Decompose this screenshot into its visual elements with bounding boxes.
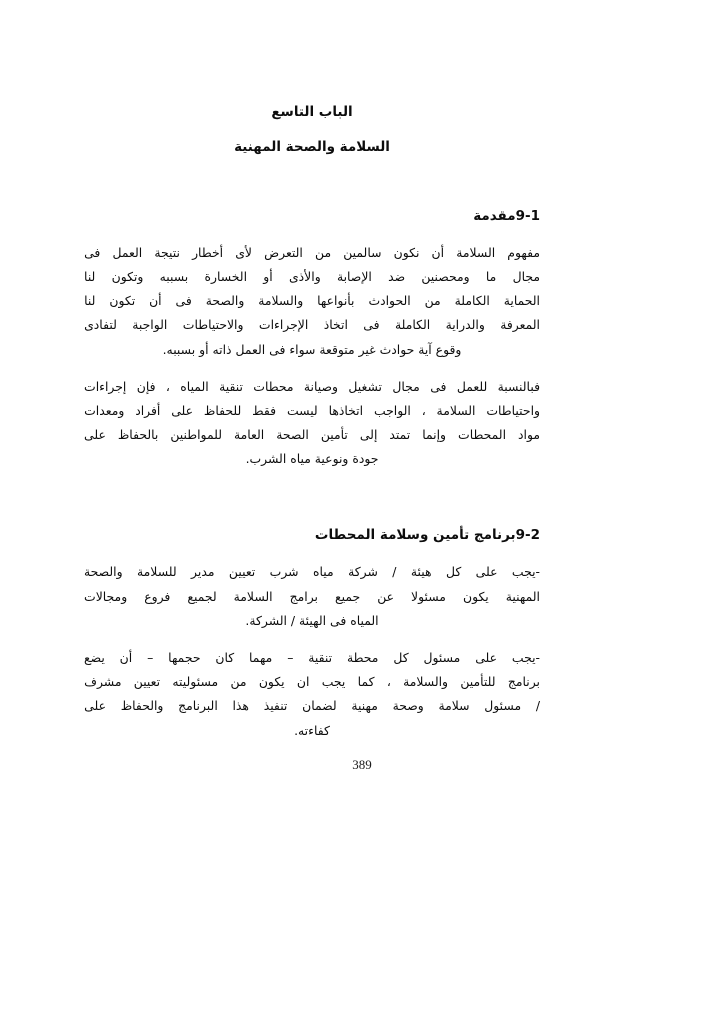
chapter-title: السلامة والصحة المهنية xyxy=(234,138,390,155)
text-word: محطات xyxy=(253,378,294,394)
text-word: مهنية xyxy=(351,698,378,714)
text-word: ، xyxy=(165,378,170,394)
text-word: أن xyxy=(119,650,133,665)
text-word: ان xyxy=(296,674,310,690)
paragraph-2-2 xyxy=(84,646,540,743)
text-word: هيئة xyxy=(410,564,432,580)
text-word: ومجالات xyxy=(84,588,128,604)
text-word: جميع xyxy=(335,588,361,604)
text-word: تكون xyxy=(109,293,136,309)
text-word: كان xyxy=(215,650,235,665)
paragraph-1-1 xyxy=(84,241,540,362)
text-word: الإصابة xyxy=(336,268,372,284)
text-line: وقوع آية حوادث غير متوقعة سواء فى العمل ذاته أو بسببه. xyxy=(162,341,462,357)
text-word: شرب xyxy=(269,564,299,580)
text-word: إجراءات xyxy=(84,378,127,394)
text-word: بأنواعها xyxy=(317,293,355,309)
text-word: – xyxy=(147,650,154,665)
text-word: للحفاظ xyxy=(203,402,242,418)
text-word: تعيين xyxy=(133,674,161,690)
text-word: أخطار xyxy=(192,244,224,260)
text-word: والحفاظ xyxy=(120,698,164,714)
text-word: محطة xyxy=(346,650,379,665)
text-line xyxy=(84,670,540,694)
text-word: فى xyxy=(175,293,192,309)
text-word: مهما xyxy=(249,650,273,665)
paragraph-1-2 xyxy=(84,375,540,472)
text-word: التعرض xyxy=(264,244,303,260)
section-heading-1: 9-1مقدمة xyxy=(473,207,540,224)
text-word: من xyxy=(424,293,441,309)
text-word: تشغيل xyxy=(348,378,383,394)
text-word: الواجبة xyxy=(132,317,168,333)
text-word: ومحصنين xyxy=(421,268,470,284)
text-line xyxy=(84,375,540,399)
text-line xyxy=(84,399,540,423)
text-word: لتفادى xyxy=(84,317,117,333)
text-word: اتخاذها xyxy=(328,402,364,418)
text-word: تنقية xyxy=(219,378,243,394)
text-word: والسلامة xyxy=(258,293,304,309)
text-word: هذا xyxy=(232,698,249,714)
text-word: للعمل xyxy=(456,378,488,394)
text-word: / xyxy=(535,698,540,714)
text-word: السلامة xyxy=(436,402,476,418)
text-word: والأذى xyxy=(288,268,321,284)
text-word: مشرف xyxy=(84,674,122,690)
text-word: العامة xyxy=(233,427,265,443)
text-word: من xyxy=(315,244,332,260)
text-word: الإجراءات xyxy=(258,317,309,333)
text-word: وصحة xyxy=(392,698,424,714)
text-word: – xyxy=(287,650,294,665)
text-word: على xyxy=(84,698,106,714)
text-line: المياه فى الهيئة / الشركة. xyxy=(245,612,379,628)
text-word: ضد xyxy=(388,268,406,284)
text-word: تأمين xyxy=(320,427,348,443)
text-word: وصيانة xyxy=(303,378,339,394)
text-word: على xyxy=(475,564,498,580)
text-word: سالمين xyxy=(343,244,382,260)
text-word: برامج xyxy=(289,588,318,604)
text-word: يكون xyxy=(258,674,285,690)
text-word: فى xyxy=(363,317,380,333)
text-word: المعرفة xyxy=(500,317,540,333)
text-line xyxy=(84,241,540,265)
text-word: فى xyxy=(84,244,101,260)
text-word: نتيجة xyxy=(154,244,180,260)
text-word: تنفيذ xyxy=(263,698,288,714)
text-word: البرنامج xyxy=(178,698,218,714)
text-word: كل xyxy=(445,564,462,580)
text-word: اتخاذ xyxy=(323,317,348,333)
text-word: والصحة xyxy=(84,564,123,580)
text-word: السلامة xyxy=(233,588,273,604)
text-word: وتكون xyxy=(111,268,144,284)
text-line: كفاءته. xyxy=(294,722,330,738)
text-word: لنا xyxy=(84,268,96,284)
text-word: أن xyxy=(431,244,445,260)
text-word: مسئول xyxy=(484,698,522,714)
text-word: مدير xyxy=(191,564,215,580)
text-word: للتأمين xyxy=(460,674,496,690)
text-word: السلامة xyxy=(456,244,496,260)
text-word: إلى xyxy=(359,427,378,443)
text-word: بسببه xyxy=(159,268,189,284)
text-word: على xyxy=(171,402,194,418)
text-word: عن xyxy=(377,588,395,604)
text-word: تمتد xyxy=(389,427,411,443)
text-word: أن xyxy=(149,293,162,309)
text-word: المحطات xyxy=(458,427,507,443)
text-line xyxy=(84,313,540,337)
chapter-label: الباب التاسع xyxy=(271,104,353,120)
text-word: أفراد xyxy=(135,402,161,418)
text-word: من xyxy=(230,674,247,690)
text-word: المهنية xyxy=(505,588,540,604)
text-word: مفهوم xyxy=(507,244,540,260)
text-word: الواجب xyxy=(373,402,411,418)
text-word: ومعدات xyxy=(84,402,125,418)
text-word: يكون xyxy=(462,588,489,604)
text-word: الصحة xyxy=(276,427,309,443)
text-word: نكون xyxy=(393,244,420,260)
text-word: مسئولا xyxy=(411,588,446,604)
text-word: كما xyxy=(357,674,375,690)
text-word: وإنما xyxy=(422,427,447,443)
text-word: العمل xyxy=(112,244,143,260)
text-word: مسئول xyxy=(423,650,461,665)
text-word: فروع xyxy=(144,588,171,604)
text-line: جودة ونوعية مياه الشرب. xyxy=(245,451,379,467)
text-word: الحوادث xyxy=(368,293,411,309)
text-word: الكاملة xyxy=(454,293,490,309)
text-word: والصحة xyxy=(205,293,245,309)
text-word: تعيين xyxy=(228,564,256,580)
text-word: مواد xyxy=(518,427,540,443)
text-word: ليست xyxy=(286,402,318,418)
text-word: فبالنسبة xyxy=(497,378,540,394)
text-word: أو xyxy=(263,268,273,284)
text-word: يجب xyxy=(321,674,346,690)
text-word: والاحتياطات xyxy=(182,317,244,333)
text-word: لأى xyxy=(235,244,252,260)
text-word: مياه xyxy=(312,564,334,580)
text-word: مجال xyxy=(392,378,420,394)
text-word: تنقية xyxy=(308,650,333,665)
text-word: واحتياطات xyxy=(486,402,540,418)
text-line xyxy=(84,423,540,447)
text-word: الحماية xyxy=(503,293,540,309)
text-word: شركة xyxy=(348,564,378,580)
text-word: والسلامة xyxy=(403,674,449,690)
text-word: على xyxy=(475,650,498,665)
text-word: والدراية xyxy=(445,317,485,333)
text-word: فقط xyxy=(252,402,277,418)
text-word: ، xyxy=(386,674,391,690)
text-line xyxy=(84,585,540,609)
text-word: ما xyxy=(485,268,497,284)
text-word: يضع xyxy=(84,650,105,665)
text-word: لضمان xyxy=(302,698,337,714)
text-word: فإن xyxy=(136,378,156,394)
text-word: لنا xyxy=(84,293,96,309)
text-word: الكاملة xyxy=(394,317,431,333)
text-word: للسلامة xyxy=(137,564,177,580)
text-word: مسئوليته xyxy=(172,674,219,690)
text-word: / xyxy=(392,564,397,580)
text-word: -يجب xyxy=(511,564,540,580)
text-word: الخسارة xyxy=(204,268,248,284)
text-line xyxy=(84,560,540,584)
paragraph-2-1 xyxy=(84,560,540,633)
text-word: برنامج xyxy=(507,674,540,690)
text-word: ، xyxy=(421,402,426,418)
text-word: كل xyxy=(393,650,409,665)
page-number: 389 xyxy=(352,757,372,772)
text-line xyxy=(84,694,540,718)
text-word: على xyxy=(84,427,106,443)
text-line xyxy=(84,289,540,313)
text-word: -يجب xyxy=(511,650,540,665)
text-line xyxy=(84,646,540,670)
text-word: المياه xyxy=(180,378,209,394)
text-word: فى xyxy=(430,378,447,394)
text-word: سلامة xyxy=(438,698,470,714)
text-line xyxy=(84,265,540,289)
text-word: حجمها xyxy=(168,650,201,665)
text-word: للمواطنين xyxy=(170,427,222,443)
text-word: لجميع xyxy=(187,588,217,604)
text-word: مجال xyxy=(512,268,540,284)
section-heading-2: 9-2برنامج تأمين وسلامة المحطات xyxy=(314,527,540,544)
text-word: بالحفاظ xyxy=(117,427,159,443)
